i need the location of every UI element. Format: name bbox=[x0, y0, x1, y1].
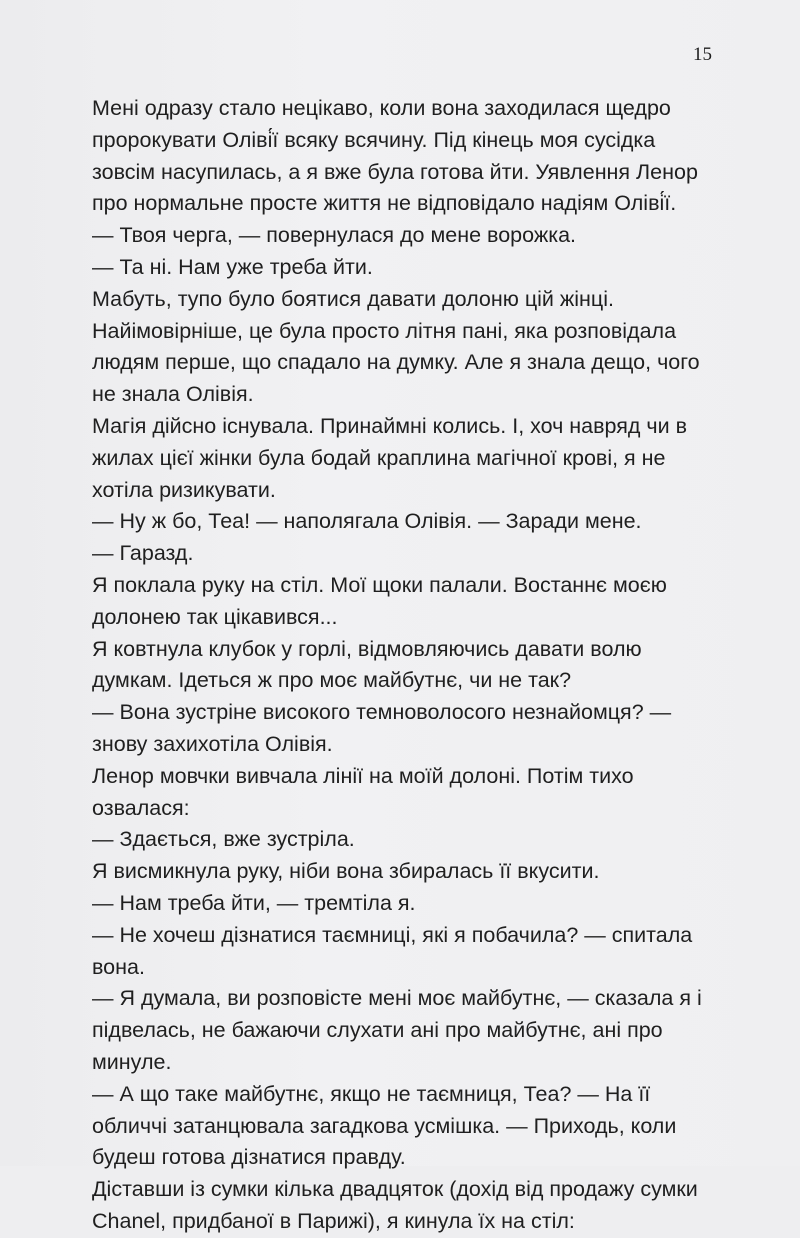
paragraph: Я висмикнула руку, ніби вона збиралась її вкусити. bbox=[92, 859, 600, 884]
paragraph: — Та ні. Нам уже треба йти. bbox=[92, 254, 373, 279]
paragraph: — Не хочеш дізнатися таємниці, які я побачила? — спитала вона. bbox=[92, 922, 693, 979]
paragraph: — Здається, вже зустріла. bbox=[92, 827, 355, 852]
paragraph: Мені одразу стало нецікаво, коли вона заходилася щедро пророкувати Оліві́ї всяку всячину. Під кінець моя сусідка зовсім насупилась, а я вже була готова йти. Уявлення Ленор про нормальне просте життя не відповідало надіям Оліві́ї. bbox=[92, 96, 698, 216]
paragraph: Мабуть, тупо було боятися давати долоню цій жінці. Найімовірніше, це була просто літня пані, яка розповідала людям перше, що спадало на думку. Але я знала дещо, чого не знала Олівія. bbox=[92, 286, 700, 407]
paragraph: — А що таке майбутнє, якщо не таємниця, Теа? — На її обличчі затанцювала загадкова усмішка. — Приходь, коли будеш готова дізнатися правду. bbox=[92, 1081, 677, 1170]
paragraph: Діставши із сумки кілька двадцяток (дохід від продажу сумки Chanel, придбаної в Парижі), я кинула їх на стіл: bbox=[92, 1177, 698, 1233]
paragraph: — Я думала, ви розповісте мені моє майбутнє, — сказала я і підвелась, не бажаючи слухати ані про майбутнє, ані про минуле. bbox=[92, 986, 702, 1074]
paragraph: Ленор мовчки вивчала лінії на моїй долоні. Потім тихо озвалася: bbox=[92, 763, 634, 820]
paragraph: — Нам треба йти, — тремтіла я. bbox=[92, 890, 416, 915]
page-number: 15 bbox=[693, 44, 712, 65]
paragraph: — Гаразд. bbox=[92, 541, 194, 566]
paragraph: Я ковтнула клубок у горлі, відмовляючись давати волю думкам. Ідеться ж про моє майбутнє, чи не так? bbox=[92, 636, 642, 693]
paragraph: — Твоя черга, — повернулася до мене ворожка. bbox=[92, 223, 577, 248]
paragraph: Я поклала руку на стіл. Мої щоки палали. Востаннє моєю долонею так цікавився... bbox=[92, 572, 667, 629]
paragraph: — Вона зустріне високого темноволосого незнайомця? — знову захихотіла Олівія. bbox=[92, 700, 672, 756]
page-body-text bbox=[92, 93, 714, 1238]
paragraph: — Ну ж бо, Теа! — наполягала Олівія. — Заради мене. bbox=[92, 509, 642, 534]
paragraph: Магія дійсно існувала. Принаймні колись. І, хоч навряд чи в жилах цієї жінки була бодай краплина магічної крові, я не хотіла ризикувати. bbox=[92, 413, 688, 502]
